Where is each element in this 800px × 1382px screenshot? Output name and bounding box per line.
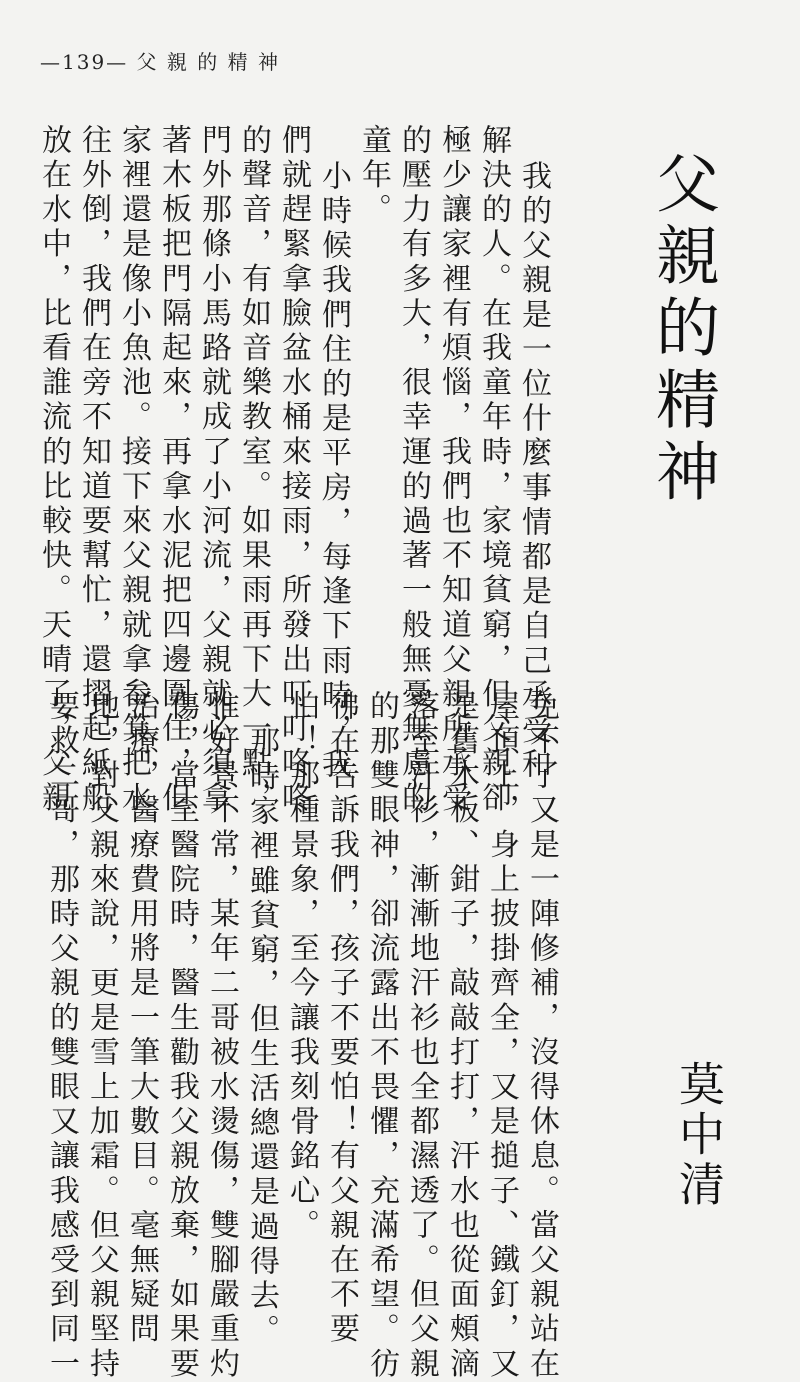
text-column-top-5: 童年。: [356, 124, 391, 228]
text-column-bottom-5: 的那雙眼神，卻流露出不畏懼，充滿希望。彷: [364, 690, 399, 1382]
text-column-bottom-13: 要救二哥，那時父親的雙眼又讓我感受到同一: [44, 690, 79, 1382]
text-column-bottom-10: 傷，當至醫院時，醫生勸我父親放棄，如果要: [164, 690, 199, 1382]
text-column-bottom-12: 地，對父親來說，更是雪上加霜。但父親堅持: [84, 690, 119, 1382]
text-column-bottom-3: 是舊木板、鉗子，敲敲打打，汗水也從面頰滴: [444, 690, 479, 1382]
text-column-top-2: 解決的人。在我童年時，家境貧窮，但父親卻: [476, 124, 511, 816]
text-column-bottom-2: 屋頂上，身上披掛齊全，又是搥子、鐵釘，又: [484, 690, 519, 1382]
text-column-bottom-7: 怕！那種景象，至今讓我刻骨銘心。: [284, 690, 319, 1244]
text-column-bottom-4: 落至汗衫，漸漸地汗衫也全都濕透了。但父親: [404, 690, 439, 1382]
text-column-top-13: 放在水中，比看誰流的比較快。天晴了，父親: [36, 124, 71, 816]
text-column-top-9: 門外那條小馬路就成了小河流，父親就必須拿: [196, 124, 231, 816]
author-name: 莫中清: [672, 1060, 726, 1210]
text-column-bottom-9: 惟好景不常，某年二哥被水燙傷，雙腳嚴重灼: [204, 690, 239, 1382]
text-column-bottom-6: 彿在告訴我們，孩子不要怕！有父親在不要: [324, 690, 359, 1348]
text-column-bottom-8: 那時家裡雖貧窮，但生活總還是過得去。: [244, 726, 279, 1349]
text-column-top-3: 極少讓家裡有煩惱，我們也不知道父親所承受: [436, 124, 471, 816]
text-column-top-11: 家裡還是像小魚池。接下來父親就拿畚箕把水: [116, 124, 151, 816]
running-head: —139— 父 親 的 精 神: [40, 50, 280, 74]
text-column-top-7: 們就趕緊拿臉盆水桶來接雨，所發出叮叮咚咚: [276, 124, 311, 816]
text-column-top-4: 的壓力有多大，很幸運的過著一般無憂無慮的: [396, 124, 431, 816]
text-column-bottom-1: 免不了又是一陣修補，沒得休息。當父親站在: [524, 690, 559, 1382]
text-column-top-8: 的聲音，有如音樂教室。如果雨再下大一點，: [236, 124, 271, 816]
text-column-top-1: 我的父親是一位什麼事情都是自己承受和: [516, 160, 551, 783]
text-column-top-6: 小時候我們住的是平房，每逢下雨時，我: [316, 160, 351, 783]
text-column-top-12: 往外倒，我們在旁不知道要幫忙，還摺起紙船: [76, 124, 111, 816]
text-column-bottom-11: 治療，醫療費用將是一筆大數目。毫無疑問: [124, 690, 159, 1348]
text-column-top-10: 著木板把門隔起來，再拿水泥把四邊圍住，但: [156, 124, 191, 816]
article-title: 父親的精神: [645, 150, 719, 510]
